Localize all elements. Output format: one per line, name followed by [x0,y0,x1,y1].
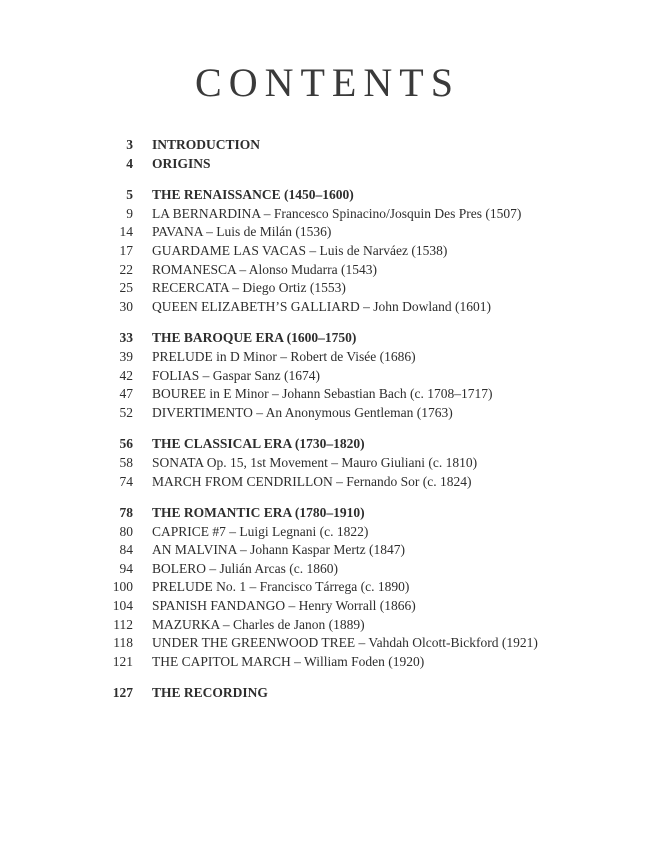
toc-row [0,223,648,242]
toc-section-title: THE CLASSICAL ERA (1730–1820) [152,436,365,452]
toc-entry-label: FOLIAS – Gaspar Sanz (1674) [152,367,320,383]
toc-entry-label: LA BERNARDINA – Francesco Spinacino/Josquin Des Pres (1507) [152,205,522,221]
toc-entry-label: GUARDAME LAS VACAS – Luis de Narváez (1538) [152,242,448,258]
toc-row [0,473,648,492]
toc-section-header-row [0,504,648,523]
toc-section-title: THE RECORDING [152,685,268,701]
toc-group-romantic [0,504,648,671]
toc-page-number: 78 [119,505,133,521]
toc-section-title: THE RENAISSANCE (1450–1600) [152,187,354,203]
toc-row [0,616,648,635]
toc-page-number: 33 [119,330,133,346]
toc-page-number: 127 [112,685,133,701]
toc-group-renaissance [0,186,648,316]
toc-row [0,385,648,404]
toc-row [0,367,648,386]
toc-group-recording [0,684,648,703]
toc-row [0,348,648,367]
toc-entry-label: AN MALVINA – Johann Kaspar Mertz (1847) [152,542,405,558]
table-of-contents [0,136,648,703]
page-title: CONTENTS [195,60,460,105]
toc-page-number: 80 [119,523,133,539]
toc-page-number: 58 [119,454,133,470]
toc-page-number: 121 [112,653,133,669]
toc-page-number: 25 [119,280,133,296]
toc-entry-label: MARCH FROM CENDRILLON – Fernando Sor (c. 1824) [152,473,472,489]
toc-page-number: 104 [112,598,133,614]
toc-entry-label: SONATA Op. 15, 1st Movement – Mauro Giuliani (c. 1810) [152,454,478,470]
toc-section-title: THE ROMANTIC ERA (1780–1910) [152,505,365,521]
toc-row [0,155,648,174]
toc-page-number: 42 [119,367,133,383]
toc-row [0,404,648,423]
toc-page-number: 56 [119,436,133,452]
toc-page-number: 94 [119,560,133,576]
toc-page-number: 100 [112,579,133,595]
toc-page-number: 47 [119,386,133,402]
toc-page-number: 39 [119,348,133,364]
toc-page-number: 74 [119,473,133,489]
toc-section-header-row [0,329,648,348]
toc-group-baroque [0,329,648,422]
toc-page-number: 84 [119,542,133,558]
toc-row [0,541,648,560]
toc-entry-label: CAPRICE #7 – Luigi Legnani (c. 1822) [152,523,369,539]
toc-page-number: 9 [126,205,133,221]
toc-entry-label: INTRODUCTION [152,137,261,152]
toc-row [0,597,648,616]
toc-row [0,634,648,653]
toc-section-header-row [0,435,648,454]
toc-row [0,560,648,579]
toc-group-classical [0,435,648,491]
toc-entry-label: ORIGINS [152,155,211,171]
toc-page-number: 14 [119,224,133,240]
toc-section-title: THE BAROQUE ERA (1600–1750) [152,330,357,346]
toc-page-number: 30 [119,298,133,314]
toc-entry-label: MAZURKA – Charles de Janon (1889) [152,616,365,632]
toc-entry-label: DIVERTIMENTO – An Anonymous Gentleman (1763) [152,404,453,420]
toc-page-number: 5 [126,187,133,203]
toc-page-number: 112 [113,616,133,632]
toc-page-number: 52 [119,404,133,420]
toc-page-number: 3 [126,137,133,152]
toc-row [0,523,648,542]
toc-row [0,242,648,261]
toc-entry-label: BOUREE in E Minor – Johann Sebastian Bach (c. 1708–1717) [152,386,493,402]
toc-row [0,205,648,224]
toc-section-header-row [0,684,648,703]
toc-entry-label: PRELUDE No. 1 – Francisco Tárrega (c. 1890) [152,579,410,595]
toc-entry-label: ROMANESCA – Alonso Mudarra (1543) [152,261,377,277]
toc-page-number: 118 [113,635,133,651]
toc-page-number: 4 [126,155,133,171]
toc-row [0,578,648,597]
toc-row [0,279,648,298]
toc-group-front-matter [0,136,648,173]
toc-entry-label: UNDER THE GREENWOOD TREE – Vahdah Olcott-Bickford (1921) [152,635,538,651]
toc-entry-label: PAVANA – Luis de Milán (1536) [152,224,332,240]
toc-section-header-row [0,186,648,205]
toc-row [0,136,648,155]
toc-entry-label: QUEEN ELIZABETH’S GALLIARD – John Dowland (1601) [152,298,491,314]
toc-page-number: 22 [119,261,133,277]
toc-entry-label: THE CAPITOL MARCH – William Foden (1920) [152,653,425,669]
toc-row [0,261,648,280]
toc-row [0,298,648,317]
toc-entry-label: RECERCATA – Diego Ortiz (1553) [152,280,346,296]
toc-entry-label: BOLERO – Julián Arcas (c. 1860) [152,560,338,576]
toc-row [0,454,648,473]
toc-entry-label: SPANISH FANDANGO – Henry Worrall (1866) [152,598,416,614]
toc-row [0,653,648,672]
toc-page-number: 17 [119,242,133,258]
toc-entry-label: PRELUDE in D Minor – Robert de Visée (1686) [152,348,416,364]
